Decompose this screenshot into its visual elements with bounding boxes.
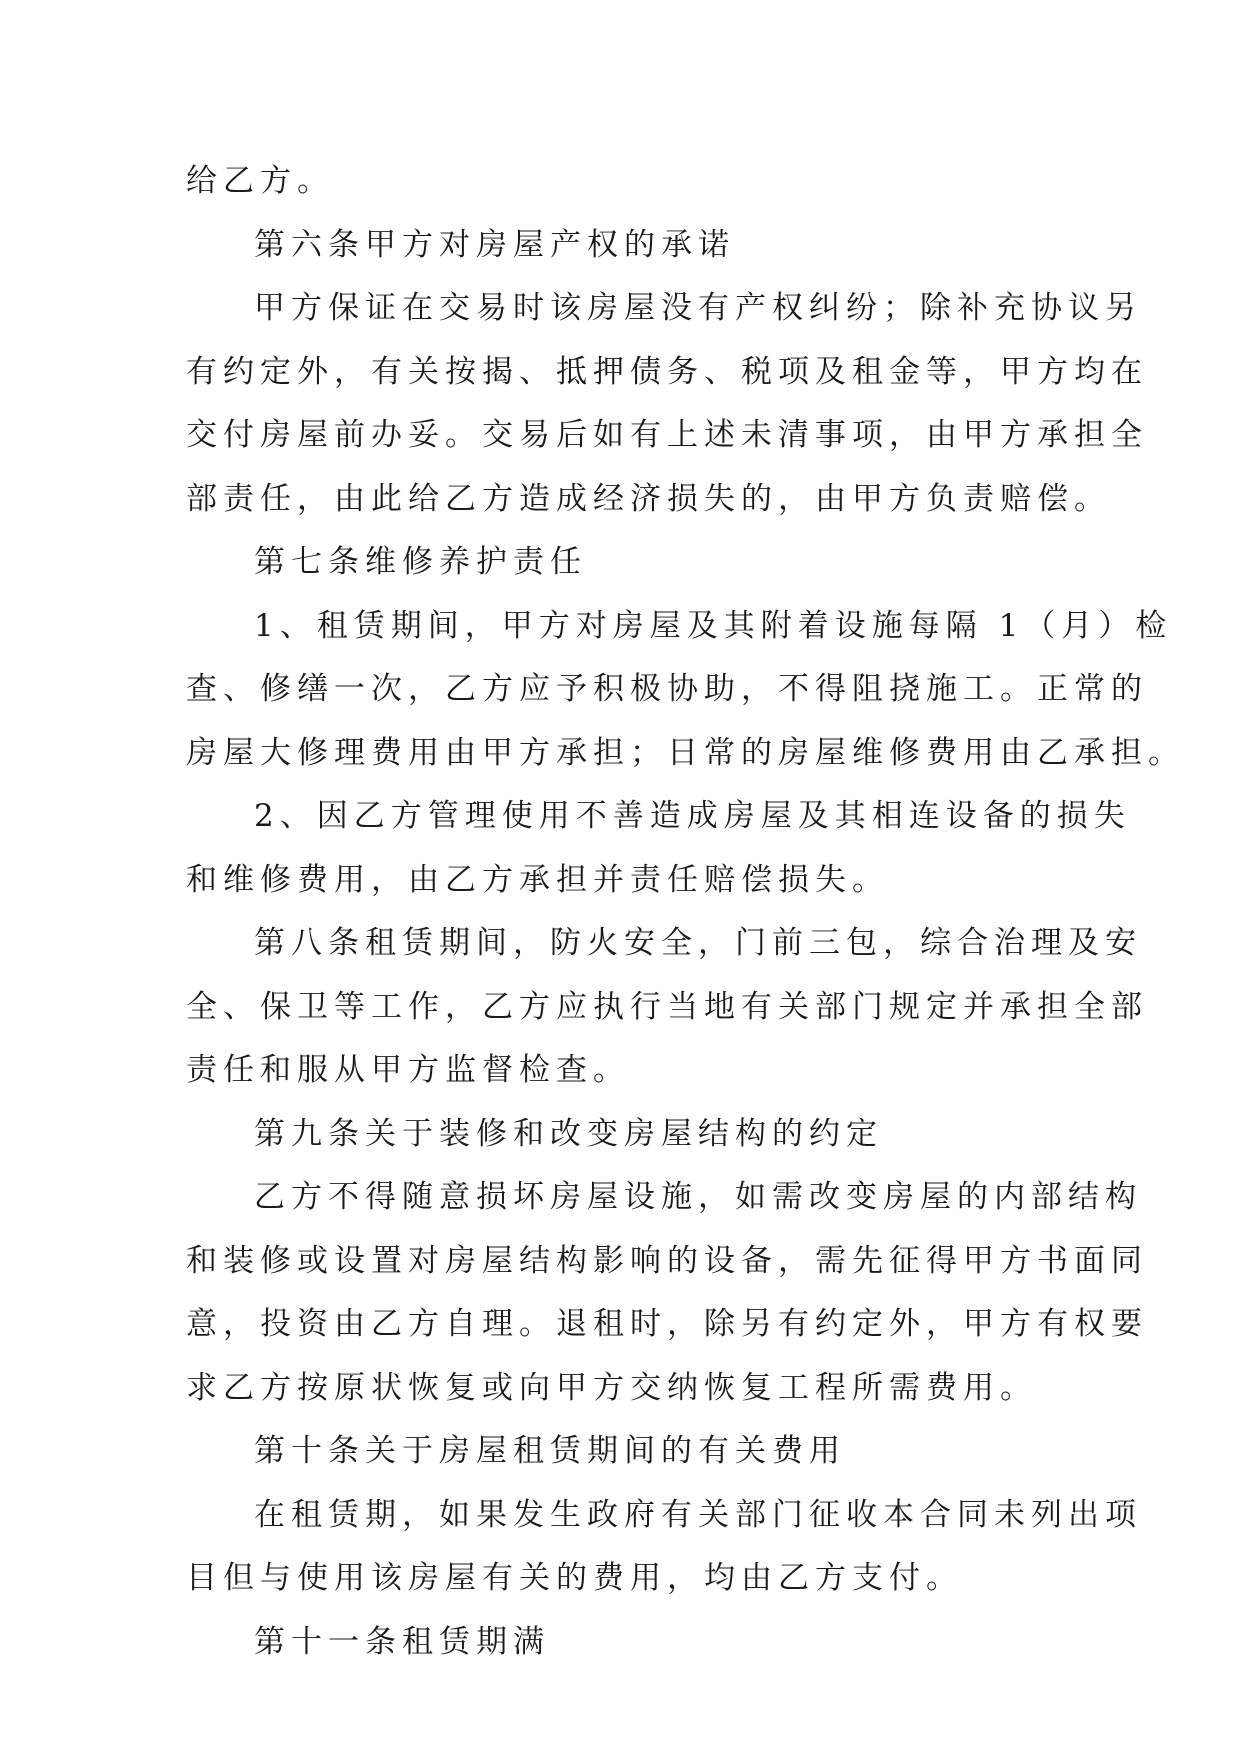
text-line: 责任和服从甲方监督检查。: [186, 1052, 630, 1088]
text-line: 乙方不得随意损坏房屋设施，如需改变房屋的内部结构: [254, 1179, 1142, 1215]
text-line: 查、修缮一次，乙方应予积极协助，不得阻挠施工。正常的: [186, 671, 1148, 707]
text-line: 2、因乙方管理使用不善造成房屋及其相连设备的损失: [254, 798, 1131, 834]
text-line: 甲方保证在交易时该房屋没有产权纠纷；除补充协议另: [254, 290, 1142, 326]
text-line: 求乙方按原状恢复或向甲方交纳恢复工程所需费用。: [186, 1369, 1037, 1406]
text-line: 房屋大修理费用由甲方承担；日常的房屋维修费用由乙承担。: [186, 734, 1185, 771]
text-line: 目但与使用该房屋有关的费用，均由乙方支付。: [186, 1560, 963, 1596]
text-line: 意，投资由乙方自理。退租时，除另有约定外，甲方有权要: [186, 1306, 1148, 1342]
article-heading: 第十一条租赁期满: [254, 1623, 550, 1660]
article-heading: 第七条维修养护责任: [254, 544, 587, 580]
text-line: 给乙方。: [186, 163, 334, 199]
text-line: 1、租赁期间，甲方对房屋及其附着设施每隔 1（月）检: [254, 607, 1173, 644]
text-line: 在租赁期，如果发生政府有关部门征收本合同未列出项: [254, 1496, 1142, 1533]
text-line: 和维修费用，由乙方承担并责任赔偿损失。: [186, 861, 889, 898]
article-heading: 第九条关于装修和改变房屋结构的约定: [254, 1115, 883, 1152]
article-heading: 第十条关于房屋租赁期间的有关费用: [254, 1433, 846, 1469]
article-heading: 第八条租赁期间，防火安全，门前三包，综合治理及安: [254, 925, 1142, 961]
document-page: [186, 150, 1185, 1674]
text-line: 部责任，由此给乙方造成经济损失的，由甲方负责赔偿。: [186, 480, 1111, 517]
text-line: 全、保卫等工作，乙方应执行当地有关部门规定并承担全部: [186, 988, 1148, 1025]
text-line: 交付房屋前办妥。交易后如有上述未清事项，由甲方承担全: [186, 417, 1148, 453]
article-heading: 第六条甲方对房屋产权的承诺: [254, 226, 735, 263]
text-line: 有约定外，有关按揭、抵押债务、税项及租金等，甲方均在: [186, 353, 1148, 390]
text-line: 和装修或设置对房屋结构影响的设备，需先征得甲方书面同: [186, 1242, 1148, 1279]
